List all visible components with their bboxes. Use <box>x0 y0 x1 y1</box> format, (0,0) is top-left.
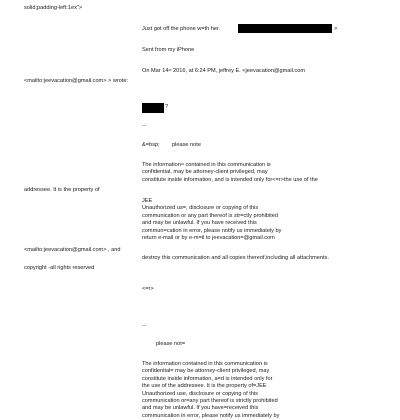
question-mark: ? <box>165 104 169 110</box>
blockquote-code-continuation: solid;padding-left:1ex"> <box>24 5 83 11</box>
separator-dashes: -- <box>142 323 146 329</box>
blockquote-code-line <box>142 0 337 2</box>
phone-line: Just got off the phone w=th her. <box>142 26 221 32</box>
wrote-line: On Mar 14≈ 2016, at 6:24 PM, jeffrey E. <jeevacation@gmail.com <box>142 68 306 74</box>
disclaimer-line: JEE <box>142 198 153 204</box>
nbsp-entity: &=bsp; <box>142 142 160 148</box>
disclaimer-line: commun=cation in error, please notify us immediately by <box>142 227 282 234</box>
disclaimer-line: and may be unlawful. If you have=received this <box>142 405 259 412</box>
disclaimer-block-1b <box>142 198 281 242</box>
mailto-wrote-line: <mailto:jeevacation@gmail.com> > wrote: <box>24 78 129 84</box>
mailto-and-line: <mailto:jeevacation@gmail.com> , and <box>24 247 121 253</box>
disclaimer-line: Unauthorized use, disclosure or copying of this <box>142 390 258 397</box>
disclaimer-line: communication or=any part thereof is strictly prohibited <box>142 398 278 405</box>
redaction-bar <box>142 103 164 113</box>
disclaimer-line: constitute inside information, and is intended only for<=r>the use of the <box>142 176 318 183</box>
disclaimer-line: confidential= may be attorney-client privileged, may <box>142 368 270 375</box>
disclaimer-line: confidential, may be attorney-client privileged, may <box>142 169 268 176</box>
disclaimer-line: and may be unlawful. If you have received this <box>142 220 257 227</box>
disclaimer-line: return e-mail or by e-m=il to jeevacation=@gmail.com <box>142 235 275 242</box>
disclaimer-block-2 <box>142 361 279 420</box>
disclaimer-line: communication or any part thereof is str=ctly prohibited <box>142 212 279 219</box>
please-note-line: please note <box>172 142 201 148</box>
separator-dashes: -- <box>142 123 146 129</box>
copyright-line: copyright -all rights reserved <box>24 265 95 271</box>
disclaimer-line: The information contained in this communication is <box>142 361 268 367</box>
disclaimer-line: The information≈ contained in this communication is <box>142 162 271 168</box>
phone-line-end: > <box>334 26 338 32</box>
signature-line: Sent from my iPhone <box>142 47 195 53</box>
disclaimer-line: communication in error, please notify us immediately by <box>142 412 280 419</box>
disclaimer-block-1 <box>142 162 318 184</box>
disclaimer-line: Unauthorized us=, disclosure or copying of this <box>142 205 259 212</box>
destroy-line: destroy this communication and all copies thereof,including all attachments. <box>142 255 329 261</box>
please-not-line: please not= <box>156 341 186 347</box>
disclaimer-line: the use of the addressee. It is the property of=JEE <box>142 383 267 390</box>
disclaimer-line: constitute inside information, a=d is intended only for <box>142 375 273 382</box>
redaction-bar <box>238 24 332 33</box>
br-tag: <=r> <box>142 286 154 292</box>
addressee-line: addressee. It is the property of <box>24 187 100 193</box>
